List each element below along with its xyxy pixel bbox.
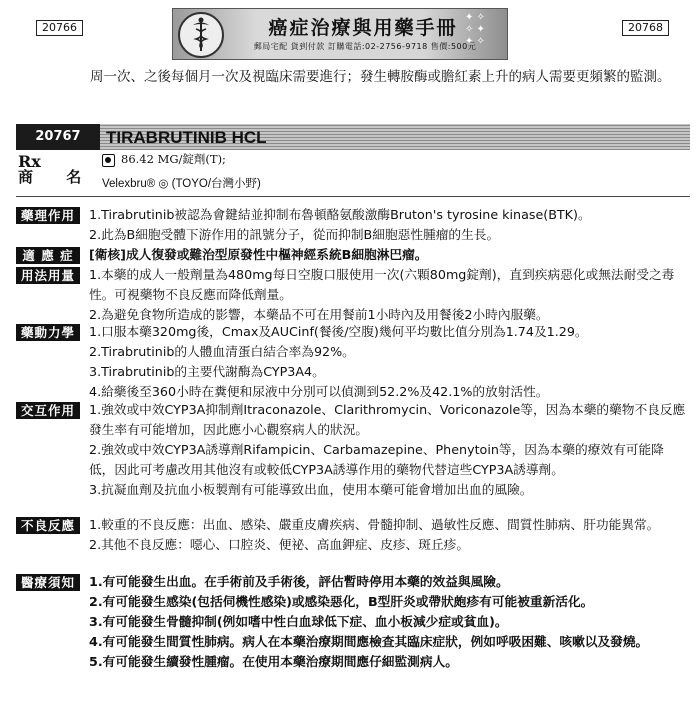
- section-line: 1.本藥的成人一般劑量為480mg每日空腹口服使用一次(六顆80mg錠劑)，直到疾病惡化或無法耐受之毒性。可視藥物不良反應而降低劑量。: [89, 267, 675, 302]
- section-precautions: [16, 572, 690, 712]
- section-body: [89, 265, 689, 325]
- section-label: 藥理作用: [16, 207, 80, 224]
- section-body: [89, 322, 689, 402]
- divider-line: [16, 196, 690, 197]
- section-label: 用法用量: [16, 267, 80, 284]
- drug-strength: 86.42 MG/錠劑(T);: [121, 152, 226, 166]
- section-line: 4.有可能發生間質性肺病。病人在本藥治療期間應檢查其臨床症狀，例如呼吸困難、咳嗽以及發燒。: [89, 634, 649, 649]
- section-label: 交互作用: [16, 402, 80, 419]
- section-line: 2.此為B細胞受體下游作用的訊號分子，從而抑制B細胞惡性腫瘤的生長。: [89, 227, 500, 242]
- banner-title: 癌症治療與用藥手冊: [268, 17, 458, 39]
- section-line: 2.其他不良反應：噁心、口腔炎、便祕、高血鉀症、皮疹、斑丘疹。: [89, 537, 470, 552]
- rx-symbol: Rx: [18, 152, 41, 171]
- section-body: [89, 572, 689, 672]
- section-dosage: [16, 265, 690, 325]
- section-label: 不良反應: [16, 517, 80, 534]
- book-banner: [172, 8, 508, 60]
- section-indication: [16, 245, 690, 265]
- page-number-left: 20766: [36, 20, 83, 36]
- section-body: [89, 205, 689, 245]
- section-line: 3.有可能發生骨髓抑制(例如嗜中性白血球低下症、血小板減少症或貧血)。: [89, 614, 508, 629]
- section-line: 1.口服本藥320mg後，Cmax及AUCinf(餐後/空腹)幾何平均數比值分別為1.74及1.29。: [89, 324, 588, 339]
- drug-name: TIRABRUTINIB HCL: [106, 128, 267, 147]
- section-adverse-reactions: [16, 515, 690, 575]
- section-label: 適 應 症: [16, 247, 80, 264]
- section-line: 3.抗凝血劑及抗血小板製劑有可能導致出血，使用本藥可能會增加出血的風險。: [89, 482, 533, 497]
- strength-row: [102, 151, 226, 167]
- banner-subtitle: 郵局宅配 貨到付款 訂購電話:02-2756-9718 售價:500元: [253, 42, 477, 51]
- section-line: 2.強效或中效CYP3A誘導劑Rifampicin、Carbamazepine、Phenytoin等，因為本藥的療效有可能降低，因此可考慮改用其他沒有或較低CYP3A誘導作用的藥物代替這些CYP3A誘導劑。: [89, 442, 664, 477]
- section-pharmacology: [16, 205, 690, 249]
- drug-number: 20767: [16, 124, 100, 150]
- section-line: 4.給藥後至360小時在糞便和尿液中分別可以偵測到52.2%及42.1%的放射活性。: [89, 384, 549, 399]
- caduceus-logo-icon: [178, 12, 224, 58]
- section-line: [衛核]成人復發或難治型原發性中樞神經系統B細胞淋巴瘤。: [89, 247, 428, 262]
- trade-name-label: 商 名: [18, 168, 96, 186]
- section-line: 2.有可能發生感染(包括伺機性感染)或感染惡化，B型肝炎或帶狀皰疹有可能被重新活化。: [89, 594, 594, 609]
- section-line: 3.Tirabrutinib的主要代謝酶為CYP3A4。: [89, 364, 325, 379]
- trade-name: Velexbru® ◎ (TOYO/台灣小野): [102, 178, 261, 190]
- section-line: 1.有可能發生出血。在手術前及手術後，評估暫時停用本藥的效益與風險。: [89, 574, 509, 589]
- section-body: [89, 245, 689, 265]
- section-line: 1.強效或中效CYP3A抑制劑Itraconazole、Clarithromycin、Voriconazole等，因為本藥的藥物不良反應發生率有可能增加，因此應小心觀察病人的狀況。: [89, 402, 686, 437]
- page-number-right: 20768: [622, 20, 669, 36]
- section-line: 1.較重的不良反應：出血、感染、嚴重皮膚疾病、骨髓抑制、過敏性反應、間質性肺病、肝功能異常。: [89, 517, 660, 532]
- section-label: 醫療須知: [16, 574, 80, 591]
- section-label: 藥動力學: [16, 324, 80, 341]
- intro-paragraph: 周一次、之後每個月一次及視臨床需要進行；發生轉胺酶或膽紅素上升的病人需要更頻繁的監測。: [90, 69, 671, 85]
- section-body: [89, 400, 689, 500]
- section-line: 2.為避免食物所造成的影響，本藥品不可在用餐前1小時內及用餐後2小時內服藥。: [89, 307, 549, 322]
- section-line: 5.有可能發生續發性腫瘤。在使用本藥治療期間應仔細監測病人。: [89, 654, 458, 669]
- section-line: 1.Tirabrutinib被認為會鍵結並抑制布魯頓酪氨酸激酶Bruton's tyrosine kinase(BTK)。: [89, 207, 591, 222]
- section-body: [89, 515, 689, 555]
- section-line: 2.Tirabrutinib的人體血清蛋白結合率為92%。: [89, 344, 355, 359]
- section-interactions: [16, 400, 690, 514]
- star-decoration-icon: ✦ ✧ ✧ ✦ ✦ ✧: [465, 12, 485, 47]
- tablet-icon: [102, 154, 115, 167]
- section-pharmacokinetics: [16, 322, 690, 402]
